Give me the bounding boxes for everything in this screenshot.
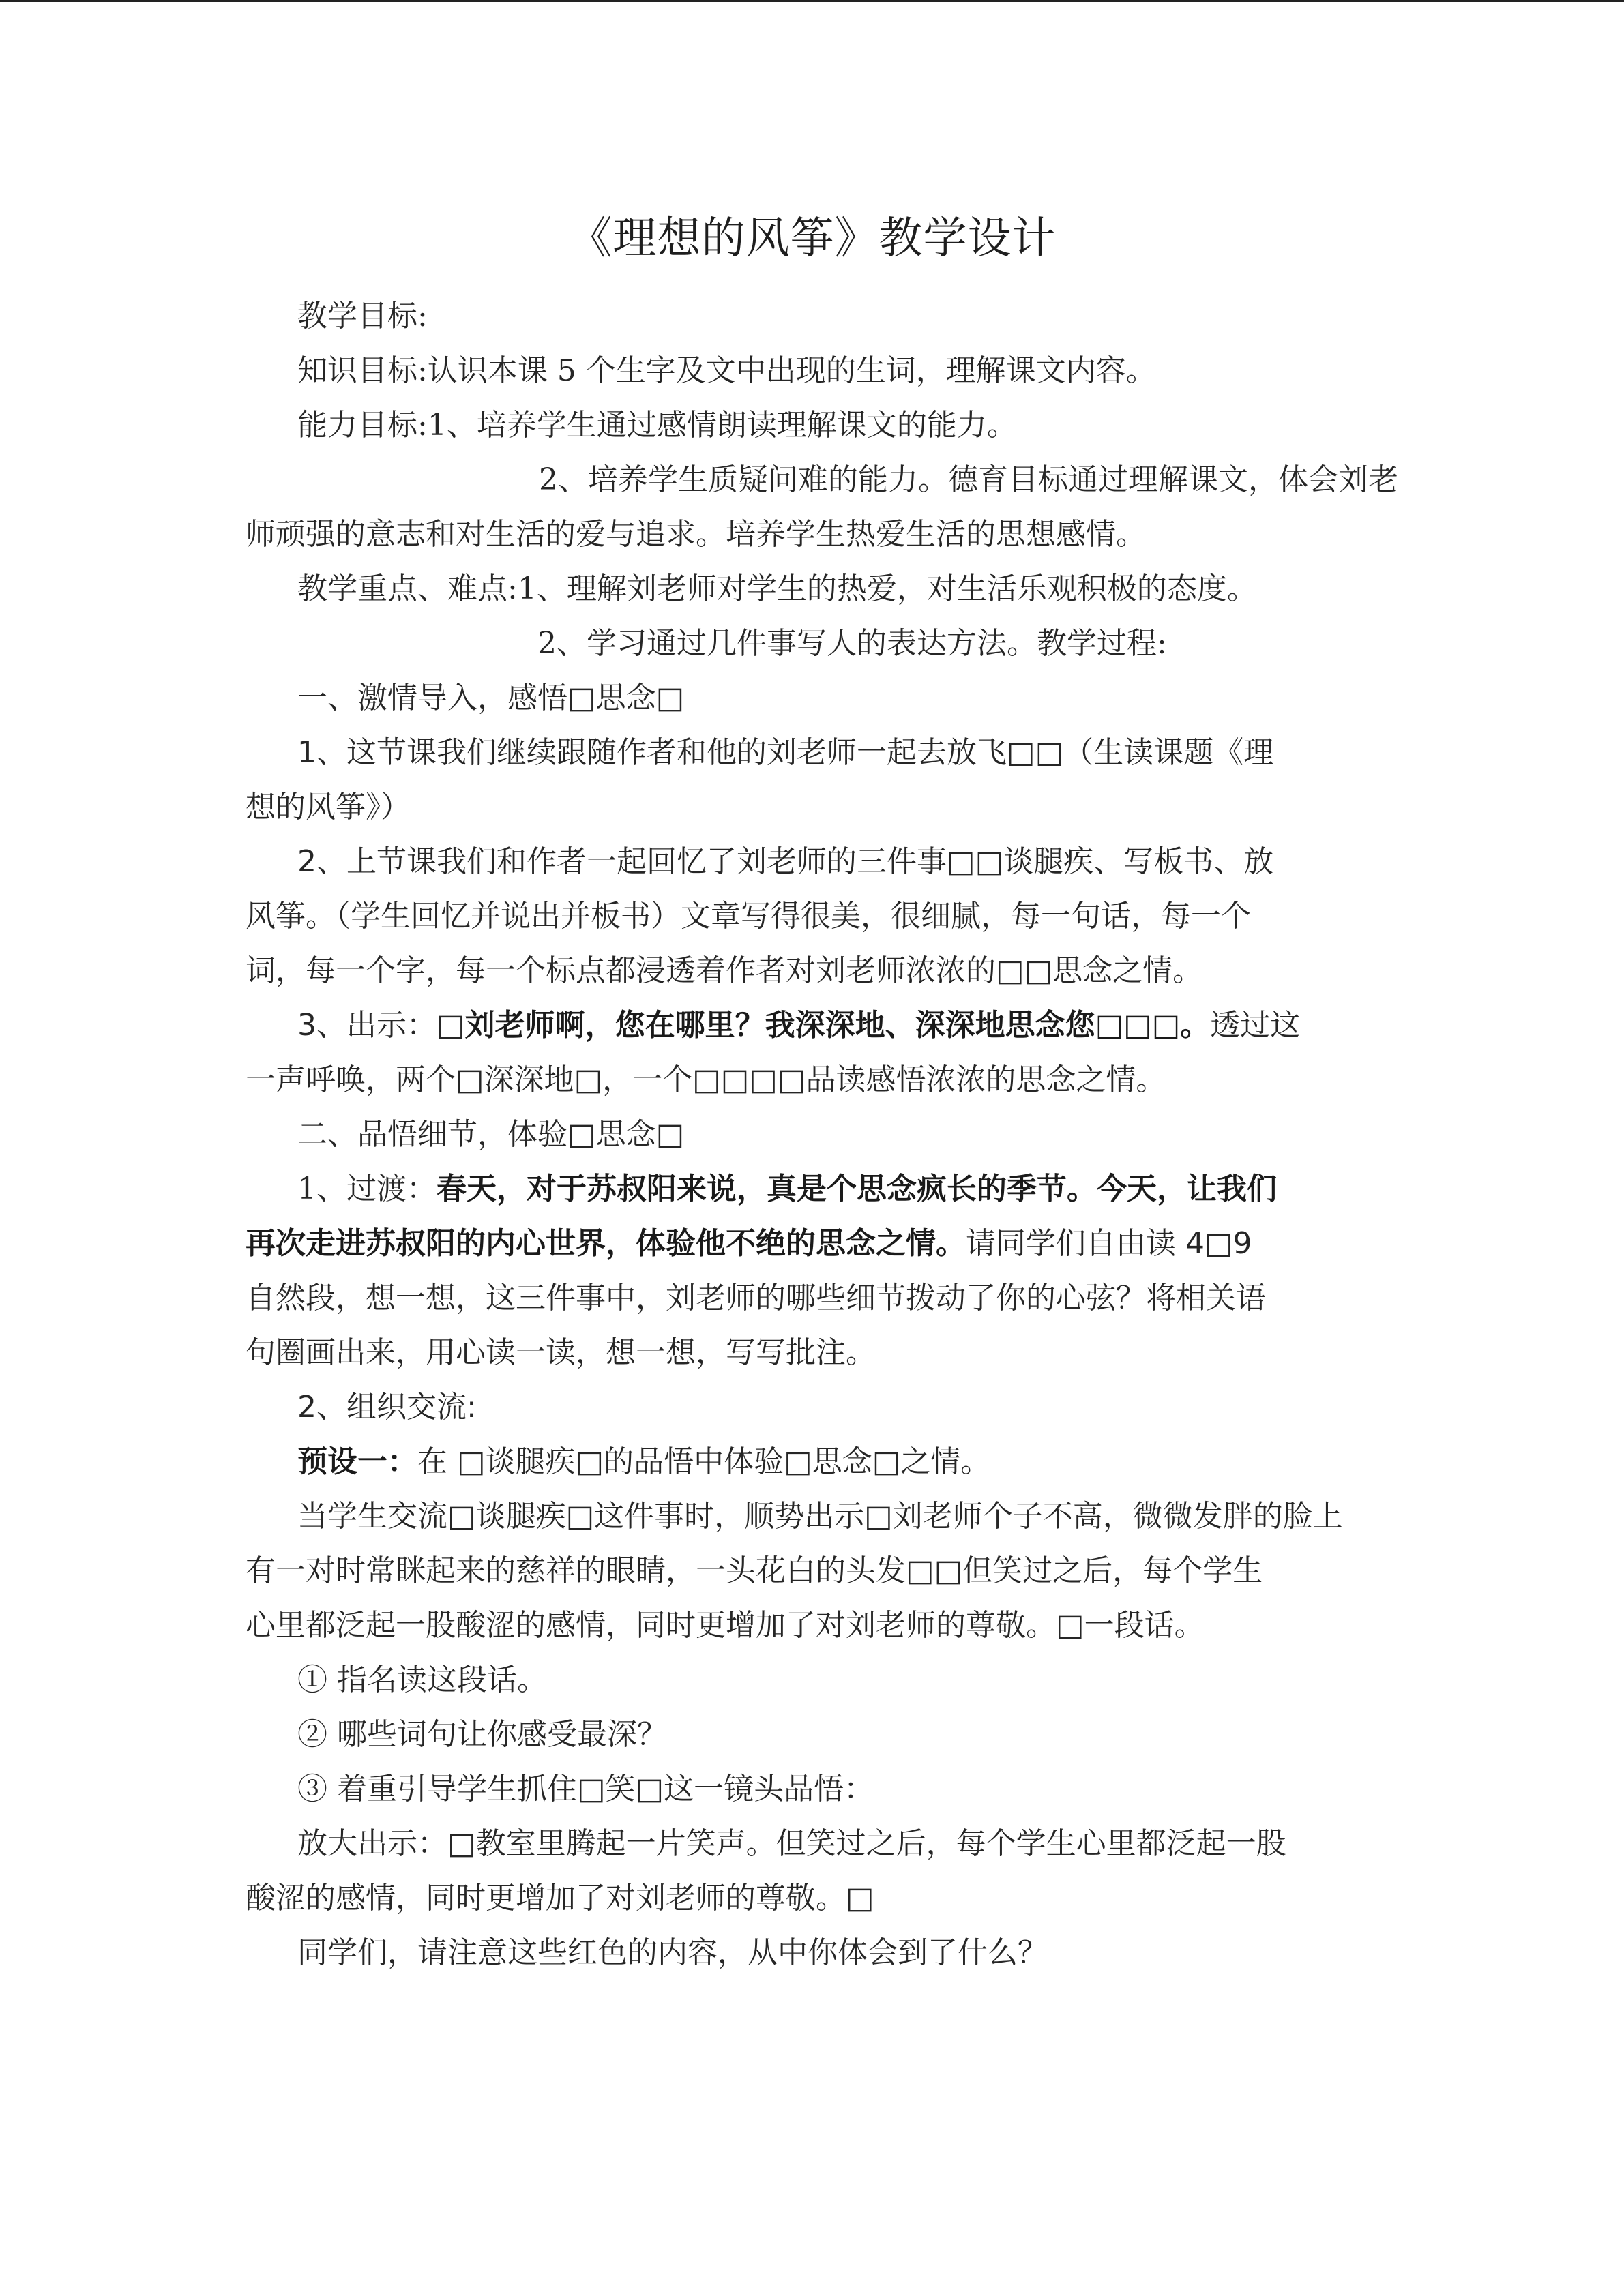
sub-step-2: ② 哪些词句让你感受最深？ [297,1717,667,1752]
document-body [246,289,1398,1980]
key-points: 教学重点、难点:1、理解刘老师对学生的热爱，对生活乐观积极的态度。 [297,571,1257,606]
step-1-line-2: 想的风筝》） [246,790,411,824]
step-2-line-1: 2、上节课我们和作者一起回忆了刘老师的三件事□□谈腿疾、写板书、放 [297,844,1274,879]
page-top-border [0,0,1624,2]
transition-line-2 [246,1217,1379,1271]
step-3-lead: 3、出示：□ [297,1008,465,1043]
step-3-line-2: 一声呼唤，两个□深深地□，一个□□□□品读感悟浓浓的思念之情。 [246,1062,1166,1097]
ability-goal-2-cont: 师顽强的意志和对生活的爱与追求。培养学生热爱生活的思想感情。 [246,517,1146,552]
section-1-heading: 一、激情导入，感悟□思念□ [297,681,685,715]
transition-line-1 [246,1162,1379,1217]
transition-bold-1: 春天，对于苏叔阳来说，真是个思念疯长的季节。今天，让我们 [437,1172,1277,1206]
exchange-line-2: 有一对时常眯起来的慈祥的眼睛，一头花白的头发□□但笑过之后，每个学生 [246,1553,1263,1588]
sub-step-3: ③ 着重引导学生抓住□笑□这一镜头品悟： [297,1772,874,1806]
sub-step-1: ① 指名读这段话。 [297,1663,547,1697]
step-2-line-2: 风筝。（学生回忆并说出并板书）文章写得很美，很细腻，每一句话，每一个 [246,899,1251,934]
document-title: 《理想的风筝》教学设计 [568,213,1057,264]
preset-text: 在 □谈腿疾□的品悟中体验□思念□之情。 [417,1444,991,1479]
organize-heading: 2、组织交流: [297,1390,477,1425]
ability-goal-2: 2、培养学生质疑问难的能力。德育目标通过理解课文，体会刘老 [539,462,1398,497]
transition-tail: 请同学们自由读 4□9 [966,1226,1252,1261]
transition-line-3: 自然段，想一想，这三件事中，刘老师的哪些细节拨动了你的心弦？将相关语 [246,1281,1266,1315]
preset-label: 预设一： [297,1444,417,1479]
exchange-line-1: 当学生交流□谈腿疾□这件事时，顺势出示□刘老师个子不高，微微发胖的脸上 [297,1499,1343,1534]
ability-goal-1: 能力目标:1、培养学生通过感情朗读理解课文的能力。 [297,408,1017,443]
zoom-line-1: 放大出示：□教室里腾起一片笑声。但笑过之后，每个学生心里都泛起一股 [297,1826,1286,1861]
teaching-goals-heading: 教学目标: [297,299,428,333]
knowledge-goal: 知识目标:认识本课 5 个生字及文中出现的生词，理解课文内容。 [297,353,1156,388]
zoom-line-2: 酸涩的感情，同时更增加了对刘老师的尊敬。□ [246,1881,874,1915]
exchange-line-3: 心里都泛起一股酸涩的感情，同时更增加了对刘老师的尊敬。□一段话。 [246,1608,1205,1643]
section-2-heading: 二、品悟细节，体验□思念□ [297,1117,685,1152]
transition-line-4: 句圈画出来，用心读一读，想一想，写写批注。 [246,1335,876,1370]
key-points-2: 2、学习通过几件事写人的表达方法。教学过程: [537,626,1167,661]
step-3-tail: 透过这 [1210,1008,1301,1043]
step-3-quote: 刘老师啊，您在哪里？我深深地、深深地思念您□□□。 [464,1008,1211,1043]
step-1-line-1: 1、这节课我们继续跟随作者和他的刘老师一起去放飞□□（生读课题《理 [297,735,1274,770]
preset-one [246,1435,1379,1489]
final-question: 同学们，请注意这些红色的内容，从中你体会到了什么？ [297,1935,1048,1970]
step-3-line-1 [246,998,1379,1053]
transition-lead: 1、过渡： [297,1172,437,1206]
step-2-line-3: 词，每一个字，每一个标点都浸透着作者对刘老师浓浓的□□思念之情。 [246,953,1203,988]
transition-bold-2: 再次走进苏叔阳的内心世界，体验他不绝的思念之情。 [246,1226,966,1261]
